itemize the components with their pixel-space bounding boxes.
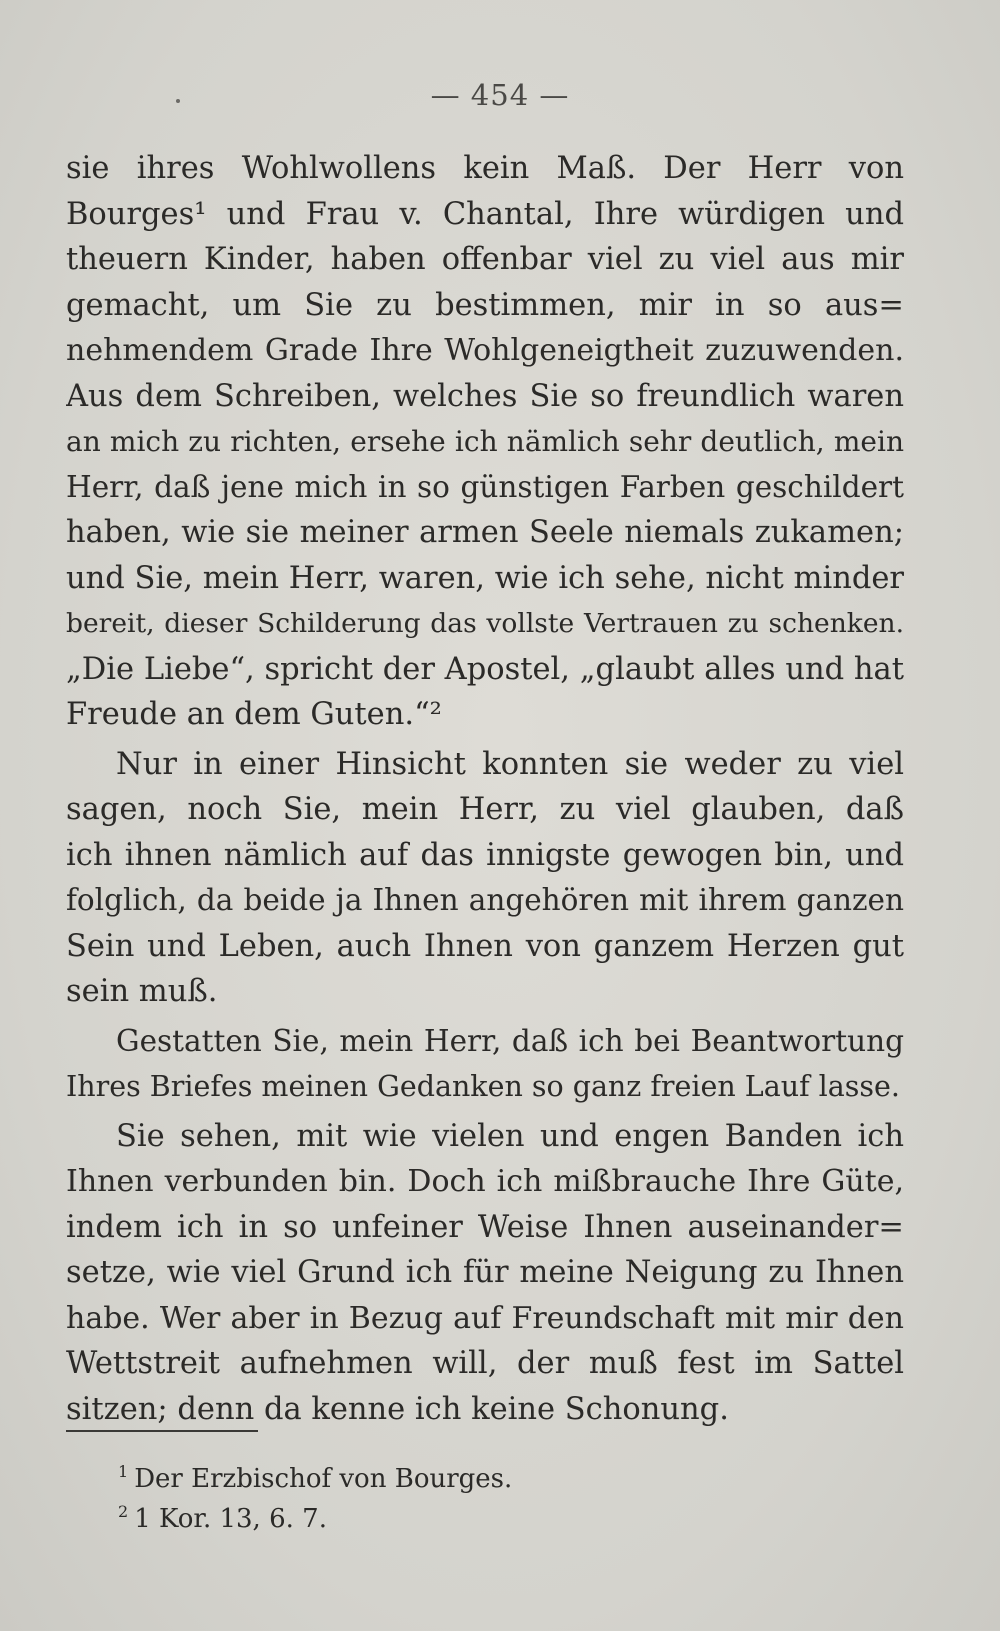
text-line: sagen, noch Sie, mein Herr, zu viel glauben, daß xyxy=(66,792,904,827)
text-line: Ihres Briefes meinen Gedanken so ganz freien Lauf lasse. xyxy=(66,1070,900,1103)
page-number: — 454 — xyxy=(430,78,570,112)
page-header xyxy=(0,72,1000,122)
text-line: Nur in einer Hinsicht konnten sie weder zu viel xyxy=(116,746,904,782)
footnote-text: 1 Kor. 13, 6. 7. xyxy=(134,1504,327,1534)
text-line: „Die Liebe“, spricht der Apostel, „glaubt alles und hat xyxy=(66,651,904,687)
text-line: und Sie, mein Herr, waren, wie ich sehe, nicht minder xyxy=(66,560,904,596)
paragraph xyxy=(66,146,904,738)
paragraph xyxy=(66,1114,904,1433)
text-line: Sie sehen, mit wie vielen und engen Banden ich xyxy=(116,1118,904,1154)
body-text xyxy=(66,146,904,1432)
paragraph xyxy=(66,742,904,1015)
text-line: sitzen; denn da kenne ich keine Schonung. xyxy=(66,1391,729,1427)
text-line: haben, wie sie meiner armen Seele niemals zukamen; xyxy=(66,515,904,550)
text-line: Sein und Leben, auch Ihnen von ganzem Herzen gut xyxy=(66,928,904,964)
text-line: setze, wie viel Grund ich für meine Neigung zu Ihnen xyxy=(66,1255,904,1290)
text-line: Wettstreit aufnehmen will, der muß fest im Sattel xyxy=(66,1346,904,1381)
text-line: folglich, da beide ja Ihnen angehören mit ihrem ganzen xyxy=(66,883,904,917)
footnote xyxy=(118,1492,818,1532)
text-line: theuern Kinder, haben offenbar viel zu viel aus mir xyxy=(66,242,904,277)
footnote-marker: 1 xyxy=(118,1462,129,1481)
text-line: Bourges¹ und Frau v. Chantal, Ihre würdigen und xyxy=(66,196,904,232)
text-line: sein muß. xyxy=(66,974,218,1009)
text-line: gemacht, um Sie zu bestimmen, mir in so aus= xyxy=(66,287,904,323)
text-line: Aus dem Schreiben, welches Sie so freundlich waren xyxy=(66,378,904,414)
text-line: Ihnen verbunden bin. Doch ich mißbrauche Ihre Güte, xyxy=(66,1164,904,1199)
paragraph xyxy=(66,1019,904,1110)
text-line: habe. Wer aber in Bezug auf Freundschaft mit mir den xyxy=(66,1300,904,1336)
text-line: ich ihnen nämlich auf das innigste gewogen bin, und xyxy=(66,837,904,873)
footnote xyxy=(118,1452,818,1492)
text-line: nehmendem Grade Ihre Wohlgeneigtheit zuzuwenden. xyxy=(66,333,904,368)
footnote-marker: 2 xyxy=(118,1502,129,1521)
text-line: bereit, dieser Schilderung das vollste Vertrauen zu schenken. xyxy=(66,608,904,639)
text-line: Herr, daß jene mich in so günstigen Farben geschildert xyxy=(66,469,904,504)
footnote-text: Der Erzbischof von Bourges. xyxy=(134,1464,513,1494)
text-line: sie ihres Wohlwollens kein Maß. Der Herr von xyxy=(66,151,904,186)
footnotes xyxy=(118,1452,818,1532)
text-line: Gestatten Sie, mein Herr, daß ich bei Beantwortung xyxy=(116,1023,904,1058)
text-line: an mich zu richten, ersehe ich nämlich sehr deutlich, mein xyxy=(66,425,904,458)
text-line: indem ich in so unfeiner Weise Ihnen auseinander= xyxy=(66,1209,904,1245)
text-line: Freude an dem Guten.“² xyxy=(66,697,442,732)
footnote-divider xyxy=(66,1430,258,1432)
